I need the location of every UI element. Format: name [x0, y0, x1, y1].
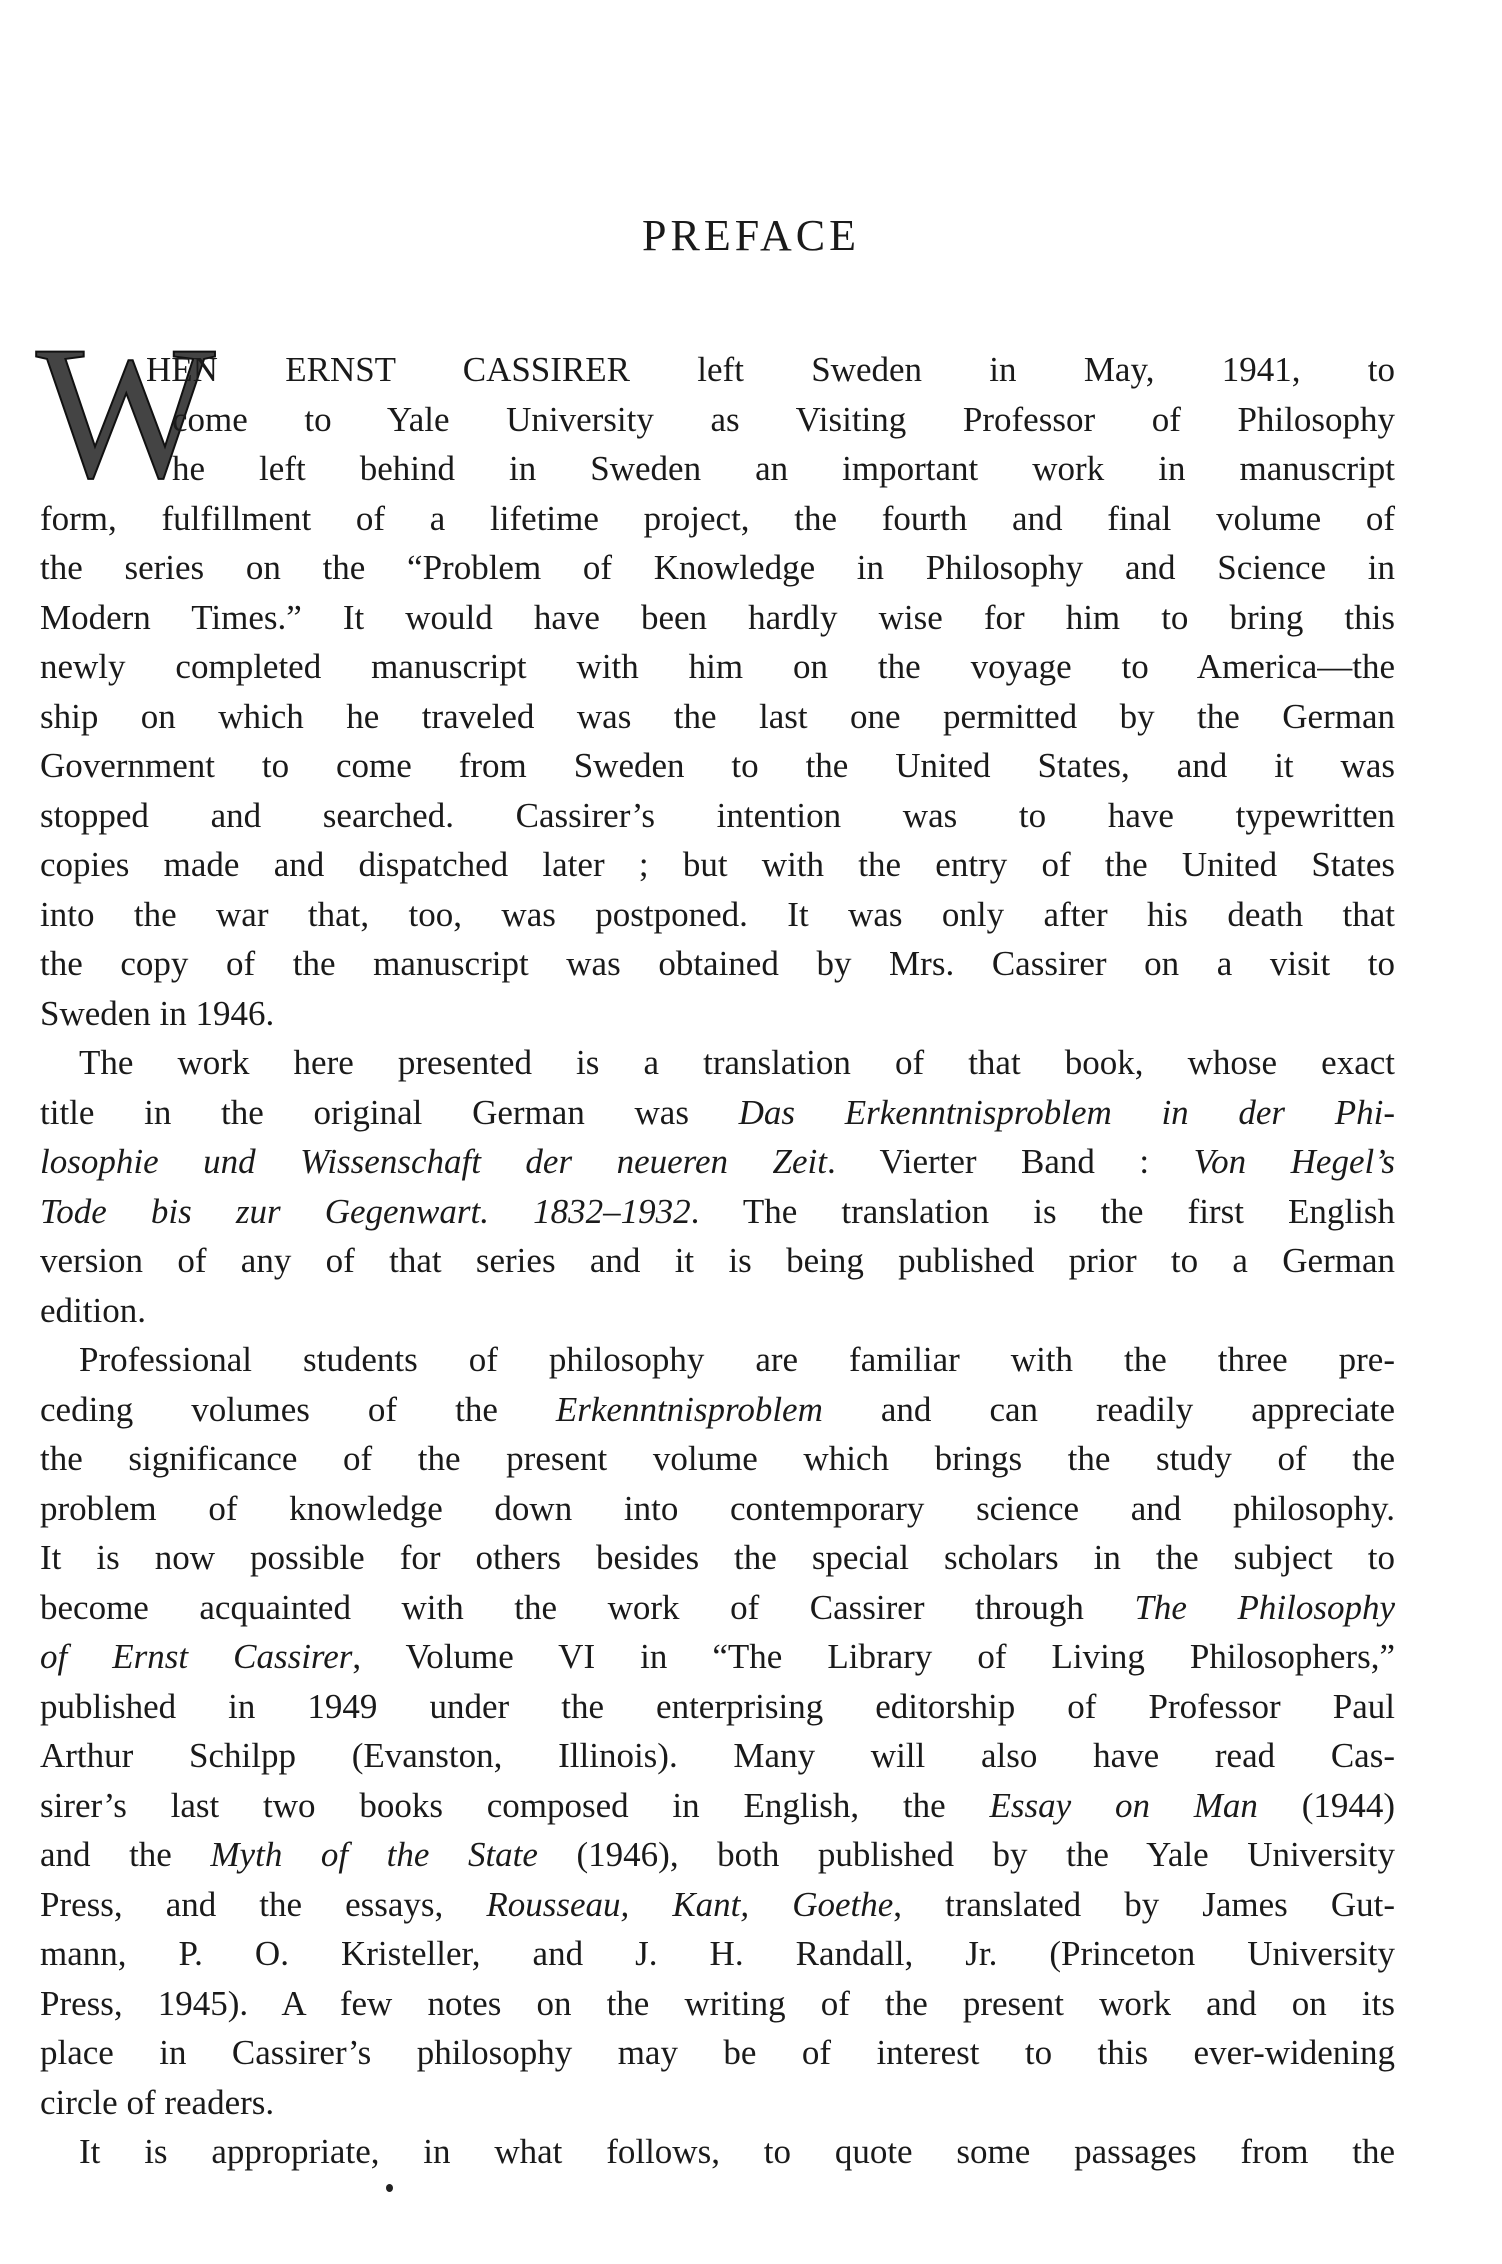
- text-segment: ship on which he traveled was the last one permitted by the German: [40, 696, 1395, 736]
- text-segment: stopped and searched. Cassirer’s intention was to have typewritten: [40, 795, 1395, 835]
- text-line: [40, 692, 1395, 742]
- text-line: [40, 890, 1395, 940]
- text-segment: he left behind in Sweden an important work in manuscript: [172, 449, 1395, 488]
- text-line: [40, 494, 1395, 544]
- text-segment: into the war that, too, was postponed. It was only after his death that: [40, 894, 1395, 934]
- text-segment: title in the original German was: [40, 1092, 739, 1132]
- text-segment: published in 1949 under the enterprising editorship of Professor Paul: [40, 1686, 1395, 1726]
- text-segment: Press, and the essays,: [40, 1884, 487, 1924]
- text-segment: (1946), both published by the Yale University: [537, 1835, 1395, 1874]
- text-segment: , Volume VI in “The Library of Living Philosophers,”: [352, 1637, 1395, 1676]
- text-line: [172, 395, 1395, 445]
- text-segment: (1944): [1257, 1785, 1396, 1825]
- text-segment: sirer’s last two books composed in English, the: [40, 1785, 990, 1825]
- text-segment: the copy of the manuscript was obtained by Mrs. Cassirer on a visit to: [40, 944, 1395, 983]
- text-line: [40, 1484, 1395, 1534]
- text-line: [40, 1533, 1395, 1583]
- text-segment: Press, 1945). A few notes on the writing of the present work and on its: [40, 1983, 1395, 2023]
- italic-title-text: Essay on Man: [989, 1785, 1258, 1825]
- drop-cap: W: [36, 308, 216, 518]
- text-segment: and the: [40, 1835, 211, 1874]
- text-line: [40, 1583, 1395, 1633]
- text-line: [40, 1434, 1395, 1484]
- italic-title-text: Erkenntnisproblem: [555, 1389, 823, 1429]
- text-line: [40, 2028, 1395, 2078]
- page-mark-dot: [386, 2184, 393, 2192]
- text-segment: come to Yale University as Visiting Professor of Philosophy: [172, 399, 1395, 439]
- text-line: [172, 444, 1395, 494]
- text-segment: problem of knowledge down into contemporary science and philosophy.: [40, 1488, 1395, 1528]
- italic-title-text: Rousseau, Kant, Goethe: [486, 1884, 894, 1924]
- text-line: [40, 1137, 1395, 1187]
- text-line: [40, 1979, 1395, 2029]
- text-line: [146, 345, 1395, 395]
- text-segment: . Vierter Band :: [826, 1142, 1194, 1181]
- text-segment: place in Cassirer’s philosophy may be of interest to this ever-widening: [40, 2033, 1395, 2072]
- text-line: [40, 1088, 1395, 1138]
- italic-title-text: Das Erkenntnisproblem in der Phi-: [738, 1092, 1395, 1132]
- text-segment: version of any of that series and it is being published prior to a German: [40, 1241, 1395, 1280]
- text-line: [40, 1236, 1395, 1286]
- text-segment: the series on the “Problem of Knowledge in Philosophy and Science in: [40, 548, 1395, 587]
- text-segment: It is appropriate, in what follows, to quote some passages from the: [79, 2132, 1395, 2171]
- text-line: [40, 1880, 1395, 1930]
- text-line: [40, 741, 1395, 791]
- text-segment: HEN ERNST CASSIRER left Sweden in May, 1941, to: [146, 350, 1395, 389]
- text-segment: newly completed manuscript with him on the voyage to America—the: [40, 647, 1395, 686]
- text-segment: ceding volumes of the: [40, 1389, 556, 1429]
- text-line: [40, 989, 1395, 1039]
- text-segment: and can readily appreciate: [822, 1389, 1395, 1429]
- text-segment: . The translation is the first English: [690, 1191, 1395, 1231]
- text-line: [40, 1731, 1395, 1781]
- text-segment: It is now possible for others besides the special scholars in the subject to: [40, 1538, 1395, 1577]
- text-segment: , translated by James Gut-: [893, 1884, 1396, 1924]
- text-segment: The work here presented is a translation of that book, whose exact: [79, 1043, 1395, 1082]
- text-line: [40, 1632, 1395, 1682]
- text-segment: become acquainted with the work of Cassirer through: [40, 1587, 1135, 1627]
- text-line: [40, 1286, 1395, 1336]
- text-line: [40, 1385, 1395, 1435]
- text-segment: copies made and dispatched later ; but with the entry of the United States: [40, 845, 1395, 884]
- text-line: [40, 1929, 1395, 1979]
- text-line: [79, 2127, 1395, 2177]
- text-segment: circle of readers.: [40, 2082, 275, 2122]
- italic-title-text: Von Hegel’s: [1193, 1142, 1395, 1181]
- italic-title-text: losophie und Wissenschaft der neueren Zeit: [40, 1142, 827, 1181]
- text-line: [40, 840, 1395, 890]
- text-line: [40, 791, 1395, 841]
- text-line: [40, 1830, 1395, 1880]
- text-segment: Sweden in 1946.: [40, 993, 275, 1033]
- text-line: [40, 593, 1395, 643]
- text-segment: Government to come from Sweden to the United States, and it was: [40, 746, 1395, 785]
- text-segment: Modern Times.” It would have been hardly wise for him to bring this: [40, 597, 1395, 637]
- text-line: [40, 642, 1395, 692]
- italic-title-text: Myth of the State: [210, 1835, 538, 1874]
- text-segment: form, fulfillment of a lifetime project, the fourth and final volume of: [40, 498, 1395, 538]
- text-line: [40, 1187, 1395, 1237]
- italic-title-text: of Ernst Cassirer: [40, 1637, 353, 1676]
- text-line: [79, 1038, 1395, 1088]
- text-line: [40, 939, 1395, 989]
- text-line: [40, 1781, 1395, 1831]
- text-segment: edition.: [40, 1290, 146, 1330]
- text-line: [40, 543, 1395, 593]
- text-segment: the significance of the present volume which brings the study of the: [40, 1439, 1395, 1478]
- text-segment: mann, P. O. Kristeller, and J. H. Randall, Jr. (Princeton University: [40, 1934, 1395, 1973]
- page-title: PREFACE: [642, 211, 860, 260]
- text-segment: Arthur Schilpp (Evanston, Illinois). Many will also have read Cas-: [40, 1736, 1395, 1775]
- text-line: [79, 1335, 1395, 1385]
- italic-title-text: The Philosophy: [1134, 1587, 1396, 1627]
- text-segment: Professional students of philosophy are familiar with the three pre-: [79, 1340, 1395, 1379]
- text-line: [40, 2078, 1395, 2128]
- italic-title-text: Tode bis zur Gegenwart. 1832–1932: [40, 1191, 691, 1231]
- text-line: [40, 1682, 1395, 1732]
